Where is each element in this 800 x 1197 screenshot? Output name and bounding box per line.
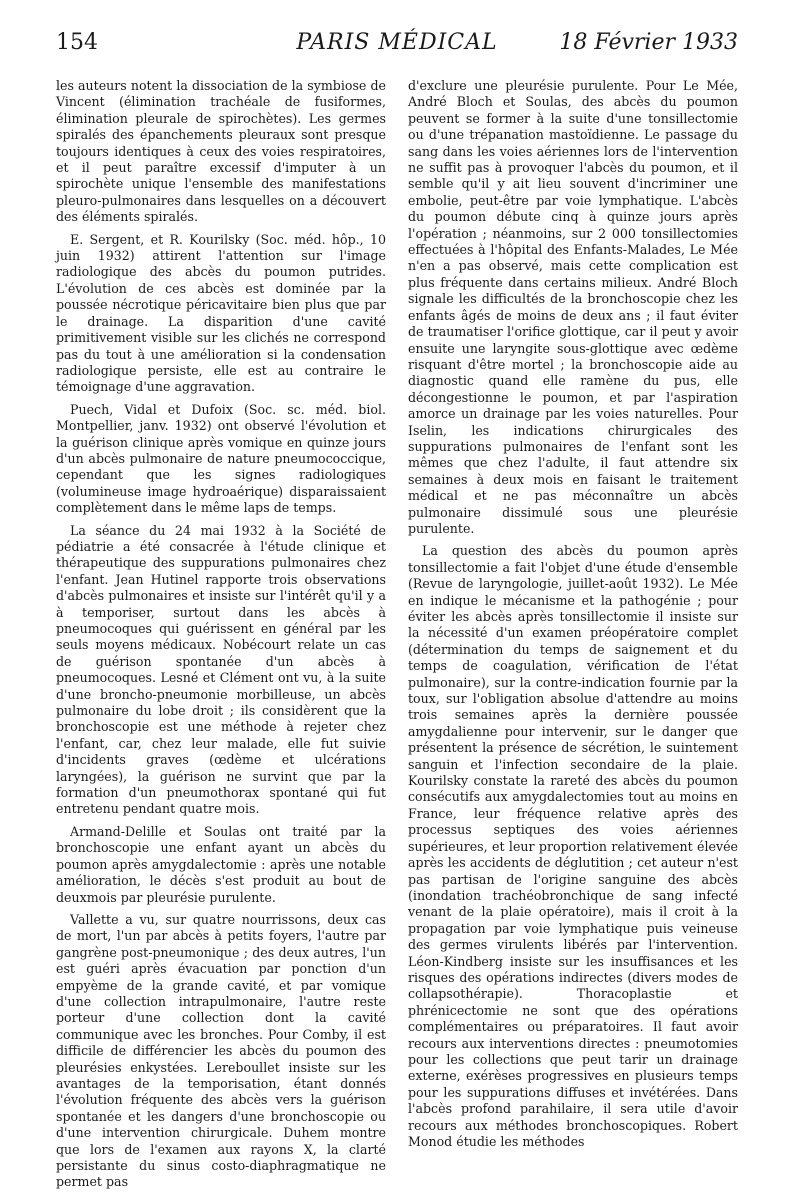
page-header — [56, 26, 738, 70]
journal-title: PARIS MÉDICAL — [296, 30, 498, 55]
paragraph: Vallette a vu, sur quatre nourrissons, deux cas de mort, l'un par abcès à petits foyers, l'autre par gangrène post-pneumonique ; des deux autres, l'un est guéri après évacuation par ponction d'un empyème de la grande cavité, et par vomique d'une collection intrapulmonaire, l'autre reste porteur d'une collection dont la cavité communique avec les bronches. Pour Comby, il est difficile de différencier les abcès du poumon des pleurésies enkystées. Lereboullet insiste sur les avantages de la temporisation, étant donnés l'évolution fréquente des abcès vers la guérison spontanée et les dangers d'une bronchoscopie ou d'une intervention chirurgicale. Duhem montre que lors de l'examen aux rayons X, la clarté persistante du sinus costo-diaphragmatique ne permet pas — [56, 911, 386, 1190]
paragraph: d'exclure une pleurésie purulente. Pour Le Mée, André Bloch et Soulas, des abcès du poumon peuvent se former à la suite d'une tonsillectomie ou d'une trépanation mastoïdienne. Le passage du sang dans les voies aériennes lors de l'intervention ne suffit pas à provoquer l'abcès du poumon, et il semble qu'il y ait lieu souvent d'incriminer une embolie, peut-être par voie lymphatique. L'abcès du poumon débute cinq à quinze jours après l'opération ; néanmoins, sur 2 000 tonsillectomies effectuées à l'hôpital des Enfants-Malades, Le Mée n'en a pas observé, mais cette complication est plus fréquente dans certains milieux. André Bloch signale les difficultés de la bronchoscopie chez les enfants âgés de moins de deux ans ; il faut éviter de traumatiser l'orifice glottique, car il peut y avoir ensuite une laryngite sous-glottique avec œdème risquant d'être mortel ; la bronchoscopie aide au diagnostic quand elle ramène du pus, elle décongestionne le poumon, et par l'aspiration amorce un drainage par les voies naturelles. Pour Iselin, les indications chirurgicales des suppurations pulmonaires de l'enfant sont les mêmes que chez l'adulte, il faut attendre six semaines à deux mois en faisant le traitement médical et ne pas méconnaître un abcès pulmonaire dissimulé sous une pleurésie purulente. — [408, 78, 738, 536]
issue-date: 18 Février 1933 — [559, 30, 738, 55]
paragraph: E. Sergent, et R. Kourilsky (Soc. méd. hôp., 10 juin 1932) attirent l'attention sur l'image radiologique des abcès du poumon putrides. L'évolution de ces abcès est dominée par la poussée nécrotique péricavitaire bien plus que par le drainage. La disparition d'une cavité primitivement visible sur les clichés ne correspond pas du tout à une amélioration si la condensation radiologique persiste, elle est au contraire le témoignage d'une aggravation. — [56, 231, 386, 395]
paragraph: Armand-Delille et Soulas ont traité par la bronchoscopie une enfant ayant un abcès du poumon après amygdalectomie : après une notable amélioration, le décès s'est produit au bout de deuxmois par pleurésie purulente. — [56, 823, 386, 905]
page-number: 154 — [56, 30, 98, 55]
right-column — [408, 78, 738, 1197]
paragraph: La question des abcès du poumon après tonsillectomie a fait l'objet d'une étude d'ensemble (Revue de laryngologie, juillet-août 1932). Le Mée en indique le mécanisme et la pathogénie ; pour éviter les abcès après tonsillectomie il insiste sur la nécessité d'un examen préopératoire complet (détermination du temps de saignement et du temps de coagulation, vérification de l'état pulmonaire), sur la contre-indication fournie par la toux, sur l'obligation absolue d'attendre au moins trois semaines après la dernière poussée amygdalienne pour intervenir, sur le danger que présentent la présence de sécrétion, le suintement sanguin et l'infection secondaire de la plaie. Kourilsky constate la rareté des abcès du poumon consécutifs aux amygdalectomies tout au moins en France, leur fréquence relative après des processus septiques des voies aériennes supérieures, et leur proportion relativement élevée après les accidents de déglutition ; cet auteur n'est pas partisan de l'origine sanguine des abcès (inondation trachéobronchique de sang infecté venant de la plaie opératoire), mais il croit à la propagation par voie lymphatique puis veineuse des germes virulents libérés par l'intervention. Léon-Kindberg insiste sur les insuffisances et les risques des opérations indirectes (divers modes de collapsothérapie). Thoracoplastie et phrénicectomie ne sont que des opérations complémentaires ou préparatoires. Il faut avoir recours aux interventions directes : pneumotomies pour les collections que peut tarir un drainage externe, exérèses progressives en plusieurs temps pour les suppurations diffuses et invétérées. Dans l'abcès profond parahilaire, il sera utile d'avoir recours aux méthodes bronchoscopiques. Robert Monod étudie les méthodes — [408, 543, 738, 1149]
paragraph: La séance du 24 mai 1932 à la Société de pédiatrie a été consacrée à l'étude clinique et thérapeutique des suppurations pulmonaires chez l'enfant. Jean Hutinel rapporte trois observations d'abcès pulmonaires et insiste sur l'intérêt qu'il y a à temporiser, surtout dans les abcès à pneumocoques qui guérissent en général par les seuls moyens médicaux. Nobécourt relate un cas de guérison spontanée d'un abcès à pneumocoques. Lesné et Clément ont vu, à la suite d'une broncho-pneumonie morbilleuse, un abcès pulmonaire du lobe droit ; ils considèrent que la bronchoscopie est une méthode à rejeter chez l'enfant, car, chez leur malade, elle fut suivie d'incidents graves (œdème et ulcérations laryngées), la guérison ne survint que par la formation d'un pneumothorax spontané qui fut entretenu pendant quatre mois. — [56, 522, 386, 817]
paragraph: Puech, Vidal et Dufoix (Soc. sc. méd. biol. Montpellier, janv. 1932) ont observé l'évolution et la guérison clinique après vomique en quinze jours d'un abcès pulmonaire de nature pneumococcique, cependant que les signes radiologiques (volumineuse image hydroaérique) disparaissaient complètement dans le même laps de temps. — [56, 401, 386, 516]
left-column — [56, 78, 386, 1197]
two-column-body — [56, 78, 738, 1197]
paragraph: les auteurs notent la dissociation de la symbiose de Vincent (élimination trachéale de fusiformes, élimination pleurale de spirochètes). Les germes spiralés des épanchements pleuraux sont presque toujours identiques à ceux des voies respiratoires, et il peut paraître excessif d'imputer à un spirochète unique l'ensemble des manifestations pleuro-pulmonaires dans lesquelles on a découvert des éléments spiralés. — [56, 78, 386, 225]
